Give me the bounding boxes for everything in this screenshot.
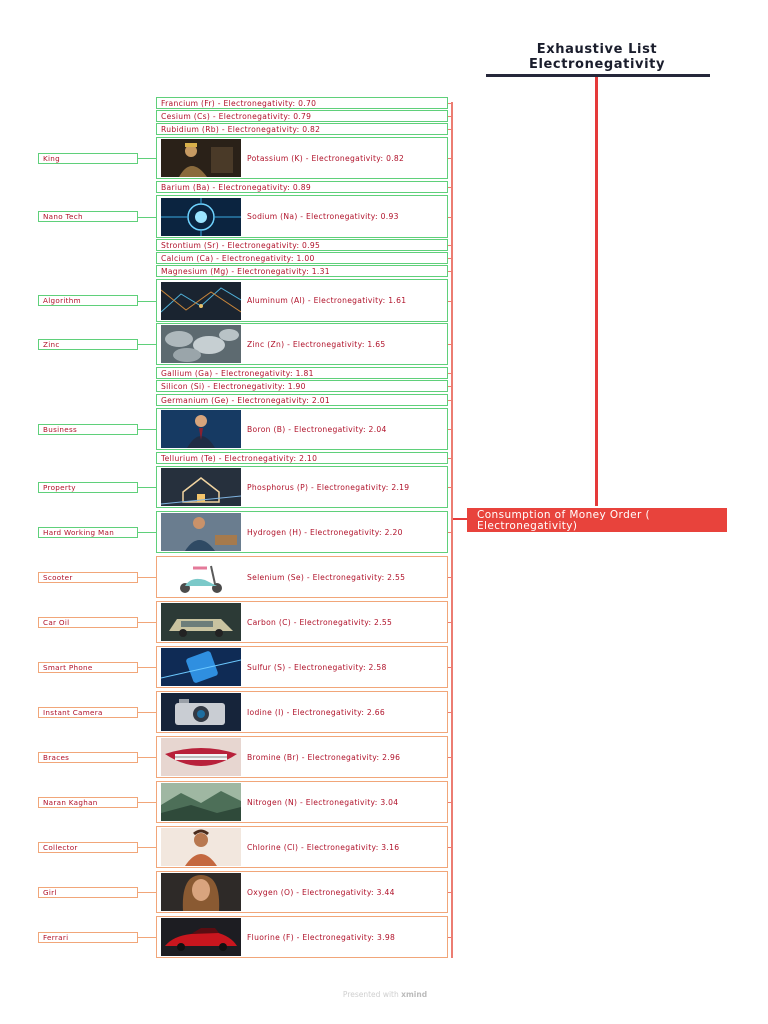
branch-link: [448, 258, 452, 259]
branch-link: [448, 937, 452, 938]
topic-node[interactable]: [156, 323, 448, 365]
topic-node[interactable]: [156, 123, 448, 135]
tag-connector: [138, 577, 156, 578]
topic-node[interactable]: [156, 380, 448, 392]
smart-phone-image: [161, 648, 241, 686]
topic-label: Magnesium (Mg) - Electronegativity: 1.31: [161, 266, 330, 276]
topic-label: Calcium (Ca) - Electronegativity: 1.00: [161, 253, 315, 263]
camera-image: [161, 693, 241, 731]
branch-link: [448, 487, 452, 488]
tag-connector: [138, 802, 156, 803]
branch-link: [448, 667, 452, 668]
title-line-1: Exhaustive List: [536, 42, 658, 57]
topic-node[interactable]: [156, 556, 448, 598]
tag-connector: [138, 344, 156, 345]
topic-node[interactable]: [156, 601, 448, 643]
working-man-image: [161, 513, 241, 551]
label-tag[interactable]: Girl: [38, 887, 138, 898]
collector-woman-image: [161, 828, 241, 866]
topic-label: Sodium (Na) - Electronegativity: 0.93: [247, 212, 399, 221]
tag-connector: [138, 158, 156, 159]
branch-link: [448, 103, 452, 104]
label-tag[interactable]: Braces: [38, 752, 138, 763]
label-tag[interactable]: Business: [38, 424, 138, 435]
topic-label: Tellurium (Te) - Electronegativity: 2.10: [161, 453, 318, 463]
branch-link: [448, 158, 452, 159]
zinc-coins-image: [161, 325, 241, 363]
topic-label: Strontium (Sr) - Electronegativity: 0.95: [161, 240, 321, 250]
topic-node[interactable]: [156, 195, 448, 238]
topic-label: Selenium (Se) - Electronegativity: 2.55: [247, 572, 406, 582]
topic-node[interactable]: [156, 252, 448, 264]
car-image: [161, 603, 241, 641]
tag-connector: [138, 532, 156, 533]
topic-node[interactable]: [156, 367, 448, 379]
label-tag[interactable]: Smart Phone: [38, 662, 138, 673]
topic-label: Fluorine (F) - Electronegativity: 3.98: [247, 932, 396, 942]
branch-link: [448, 847, 452, 848]
branch-link: [448, 344, 452, 345]
branch-spine: [451, 102, 453, 958]
branch-link: [448, 429, 452, 430]
tag-connector: [138, 622, 156, 623]
businessman-image: [161, 410, 241, 448]
branch-link: [448, 802, 452, 803]
girl-portrait-image: [161, 873, 241, 911]
title-underline: [486, 74, 710, 77]
topic-label: Nitrogen (N) - Electronegativity: 3.04: [247, 797, 399, 807]
branch-link: [448, 622, 452, 623]
braces-smile-image: [161, 738, 241, 776]
topic-node[interactable]: [156, 110, 448, 122]
tag-connector: [138, 712, 156, 713]
topic-label: Barium (Ba) - Electronegativity: 0.89: [161, 182, 311, 192]
title-line-2: Electronegativity: [528, 57, 666, 72]
branch-link: [448, 400, 452, 401]
label-tag[interactable]: Zinc: [38, 339, 138, 350]
scooter-image: [161, 558, 241, 596]
topic-node[interactable]: [156, 239, 448, 251]
topic-node[interactable]: [156, 408, 448, 450]
topic-label: Bromine (Br) - Electronegativity: 2.96: [247, 752, 401, 762]
topic-label: Zinc (Zn) - Electronegativity: 1.65: [247, 339, 386, 349]
label-tag[interactable]: Algorithm: [38, 295, 138, 306]
topic-label: Germanium (Ge) - Electronegativity: 2.01: [161, 395, 330, 405]
topic-label: Phosphorus (P) - Electronegativity: 2.19: [247, 482, 410, 492]
branch-link: [448, 712, 452, 713]
tag-connector: [138, 757, 156, 758]
topic-node[interactable]: [156, 736, 448, 778]
label-tag[interactable]: Property: [38, 482, 138, 493]
topic-node[interactable]: [156, 826, 448, 868]
tag-connector: [138, 301, 156, 302]
branch-link: [448, 187, 452, 188]
topic-node[interactable]: [156, 691, 448, 733]
branch-link: [448, 892, 452, 893]
topic-node[interactable]: [156, 781, 448, 823]
topic-node[interactable]: [156, 181, 448, 193]
topic-label: Hydrogen (H) - Electronegativity: 2.20: [247, 527, 403, 537]
topic-label: Sulfur (S) - Electronegativity: 2.58: [247, 662, 387, 672]
topic-node[interactable]: [156, 265, 448, 277]
algorithm-network-image: [161, 282, 241, 320]
topic-node[interactable]: [156, 916, 448, 958]
topic-label: Chlorine (Cl) - Electronegativity: 3.16: [247, 842, 400, 852]
topic-label: Iodine (I) - Electronegativity: 2.66: [247, 707, 386, 717]
topic-node[interactable]: [156, 511, 448, 553]
tag-connector: [138, 892, 156, 893]
branch-link: [448, 532, 452, 533]
branch-link: [448, 386, 452, 387]
nano-tech-circuit-image: [161, 198, 241, 236]
label-tag[interactable]: Ferrari: [38, 932, 138, 943]
map-title[interactable]: [486, 42, 708, 72]
label-tag[interactable]: Naran Kaghan: [38, 797, 138, 808]
topic-node[interactable]: [156, 452, 448, 464]
tag-connector: [138, 937, 156, 938]
branch-link: [448, 129, 452, 130]
branch-link: [448, 757, 452, 758]
footer-credit: [300, 990, 470, 999]
tag-connector: [138, 667, 156, 668]
tag-connector: [138, 487, 156, 488]
tag-connector: [138, 217, 156, 218]
label-tag[interactable]: Instant Camera: [38, 707, 138, 718]
label-tag[interactable]: King: [38, 153, 138, 164]
glowing-house-image: [161, 468, 241, 506]
footer-prefix: Presented with: [342, 990, 399, 999]
branch-link: [448, 217, 452, 218]
branch-link: [448, 116, 452, 117]
topic-label: Aluminum (Al) - Electronegativity: 1.61: [247, 296, 407, 305]
topic-node[interactable]: [156, 279, 448, 322]
topic-label: Silicon (Si) - Electronegativity: 1.90: [161, 381, 306, 391]
label-tag[interactable]: Nano Tech: [38, 211, 138, 222]
topic-label: Oxygen (O) - Electronegativity: 3.44: [247, 887, 395, 897]
branch-link: [448, 271, 452, 272]
topic-label: Potassium (K) - Electronegativity: 0.82: [247, 153, 405, 163]
branch-link: [448, 301, 452, 302]
topic-label: Carbon (C) - Electronegativity: 2.55: [247, 617, 393, 627]
topic-label: Cesium (Cs) - Electronegativity: 0.79: [161, 111, 312, 121]
topic-label: Gallium (Ga) - Electronegativity: 1.81: [161, 368, 314, 378]
branch-link: [448, 577, 452, 578]
central-topic[interactable]: Consumption of Money Order ( Electronegativity): [467, 508, 727, 532]
branch-link: [448, 458, 452, 459]
red-sports-car-image: [161, 918, 241, 956]
topic-node[interactable]: [156, 646, 448, 688]
king-portrait-image: [161, 139, 241, 177]
label-tag[interactable]: Scooter: [38, 572, 138, 583]
topic-label: Francium (Fr) - Electronegativity: 0.70: [161, 98, 317, 108]
trunk-connector: [595, 77, 598, 506]
topic-label: Rubidium (Rb) - Electronegativity: 0.82: [161, 124, 321, 134]
central-connector: [453, 518, 467, 520]
valley-landscape-image: [161, 783, 241, 821]
branch-link: [448, 373, 452, 374]
branch-link: [448, 245, 452, 246]
label-tag[interactable]: Car Oil: [38, 617, 138, 628]
topic-node[interactable]: [156, 466, 448, 508]
topic-node[interactable]: [156, 137, 448, 179]
topic-node[interactable]: [156, 394, 448, 406]
tag-connector: [138, 847, 156, 848]
label-tag[interactable]: Hard Working Man: [38, 527, 138, 538]
topic-label: Boron (B) - Electronegativity: 2.04: [247, 424, 387, 434]
topic-node[interactable]: [156, 97, 448, 109]
footer-brand: xmind: [401, 990, 428, 999]
topic-node[interactable]: [156, 871, 448, 913]
tag-connector: [138, 429, 156, 430]
label-tag[interactable]: Collector: [38, 842, 138, 853]
